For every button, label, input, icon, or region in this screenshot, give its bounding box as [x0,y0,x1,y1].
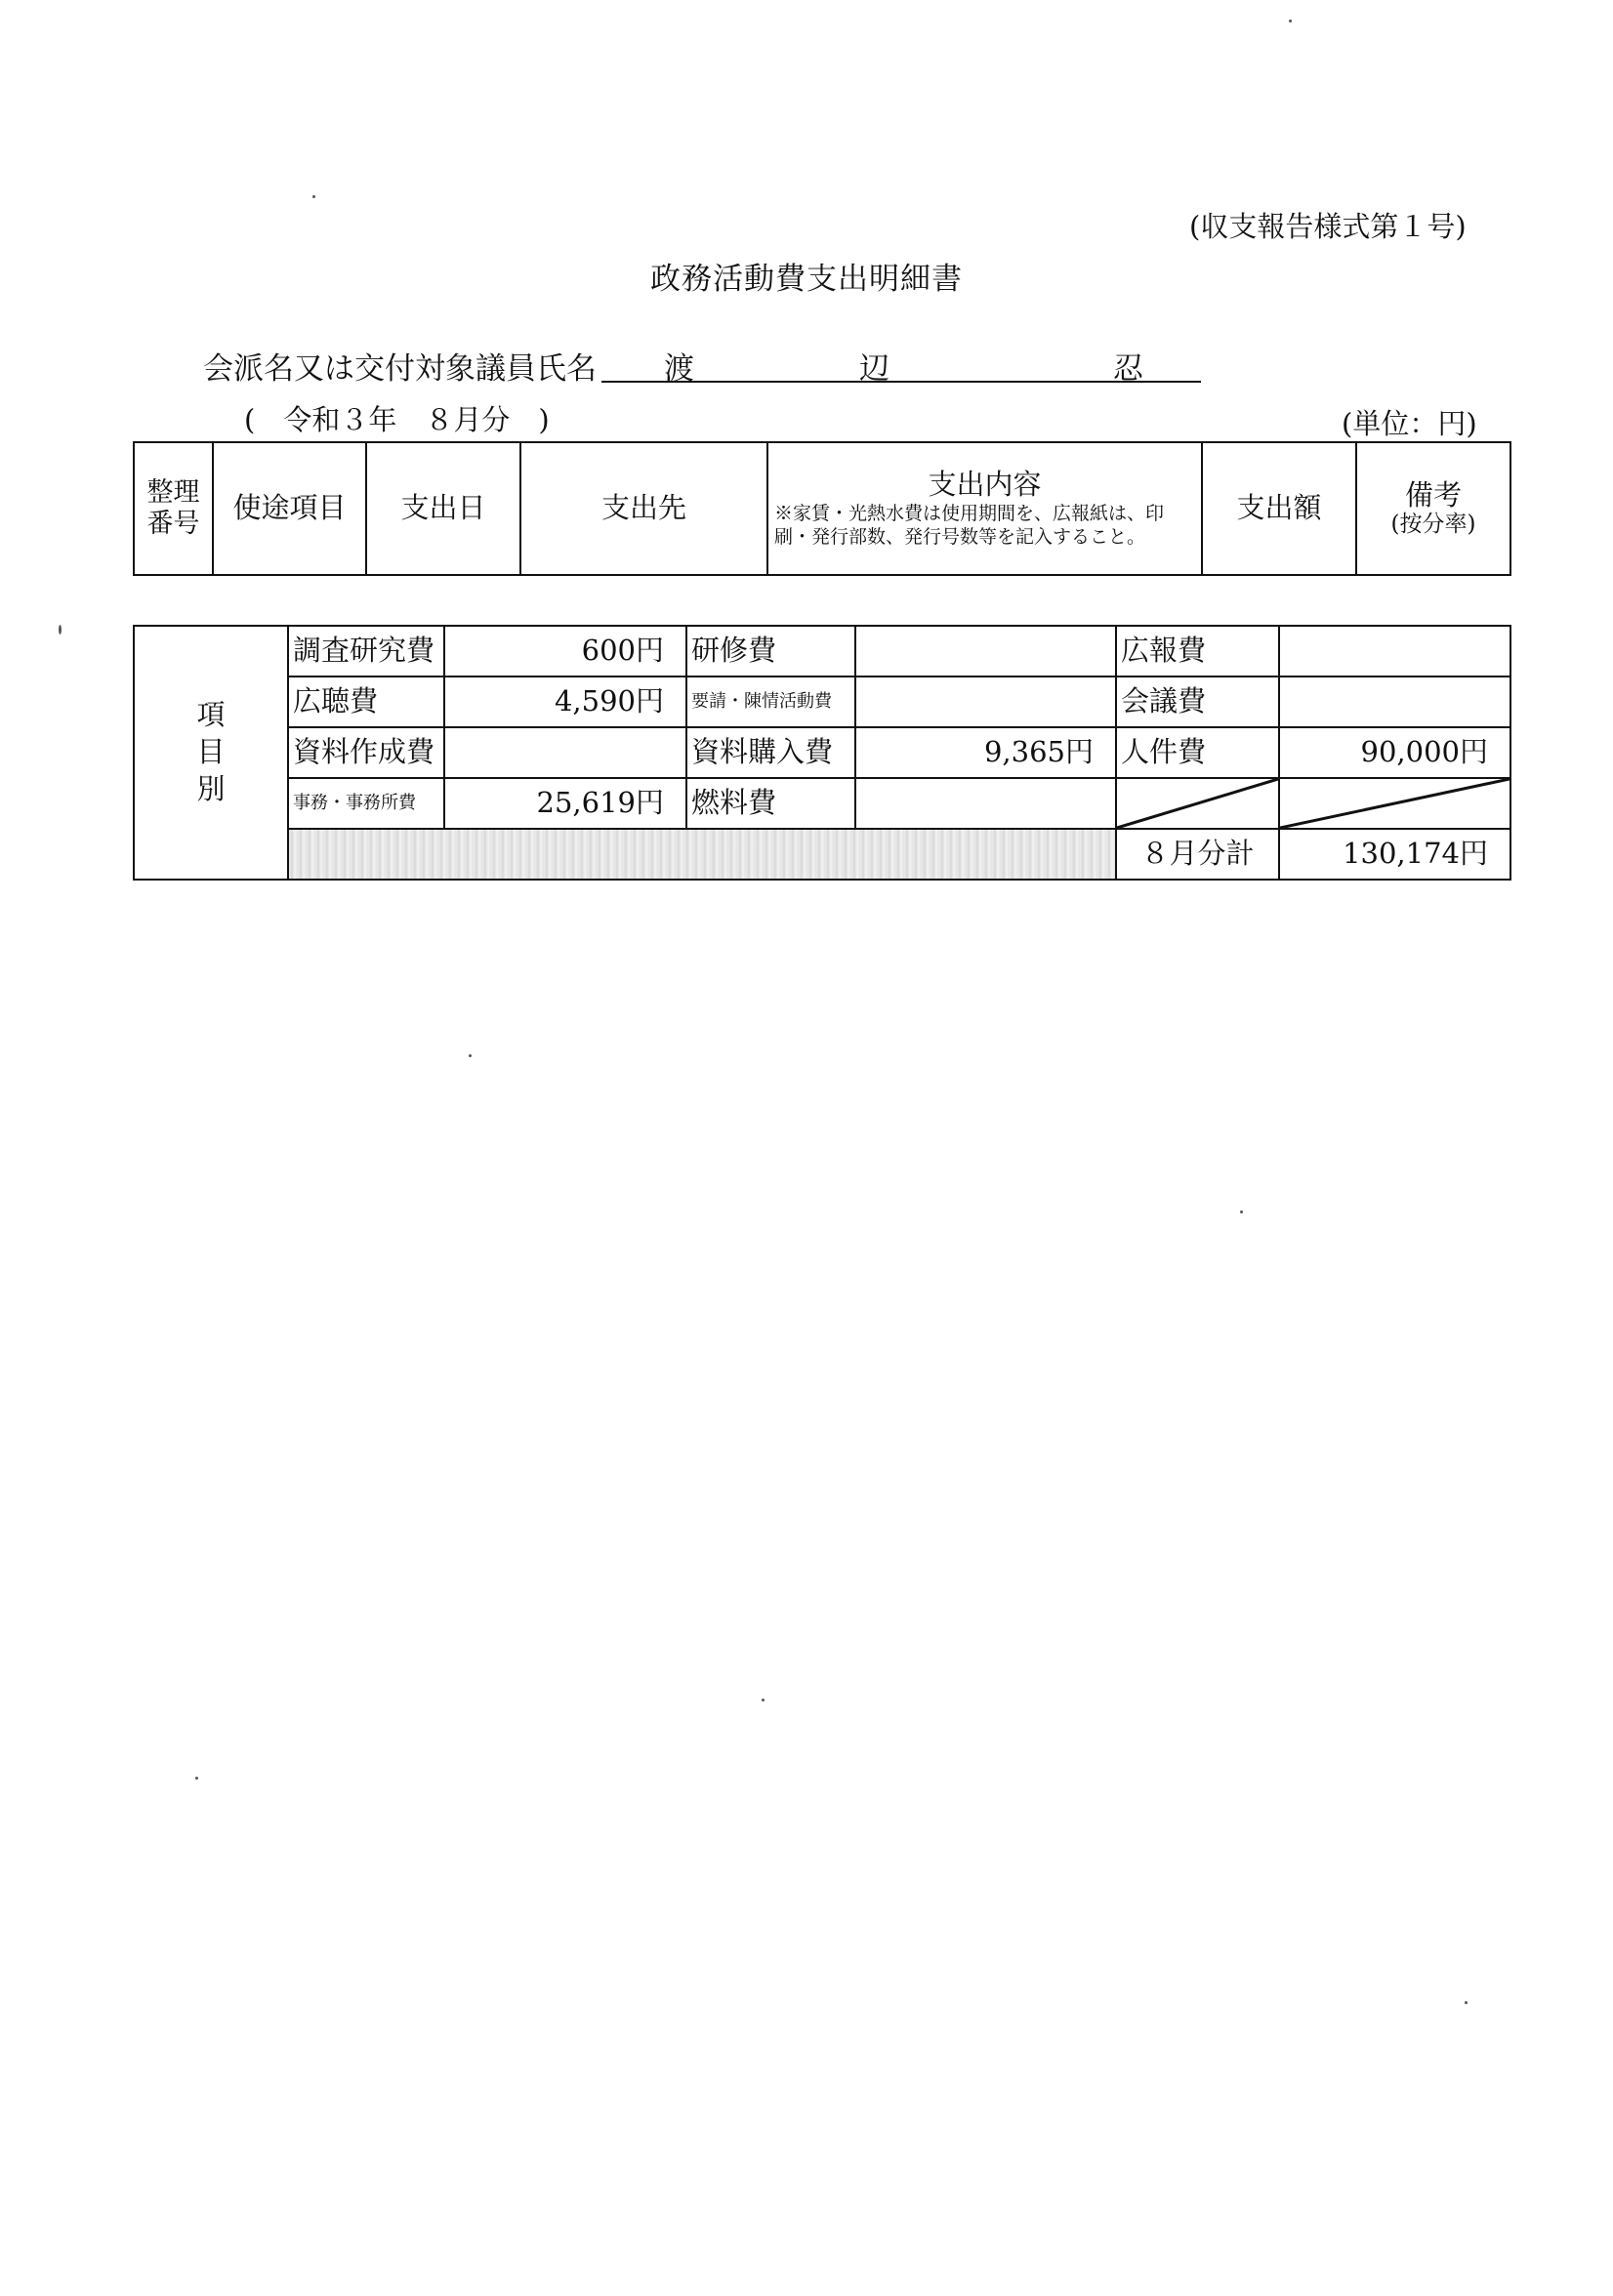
member-surname-1: 渡 [664,351,694,387]
category-label: 要請・陳情活動費 [686,676,855,727]
scan-speck [762,1699,765,1702]
member-name-label: 会派名又は交付対象議員氏名 [203,351,597,387]
diagonal-slash [1117,779,1278,828]
category-label: 広報費 [1116,626,1279,676]
category-amount: 4,590円 [444,676,686,727]
category-label: 研修費 [686,626,855,676]
category-amount: 9,365円 [855,727,1116,778]
scan-speck [1289,20,1292,22]
header-biko-sub: (按分率) [1390,512,1476,538]
category-label: 調査研究費 [288,626,444,676]
member-surname-2: 辺 [859,351,889,387]
category-amount: 600円 [444,626,686,676]
scan-speck [1240,1210,1243,1213]
category-amount: 25,619円 [444,778,686,829]
scan-speck [469,1054,472,1057]
diagonal-slash [1280,779,1510,828]
category-amount [855,626,1116,676]
empty-slashed-cell [1116,778,1279,829]
category-label: 燃料費 [686,778,855,829]
member-given-name: 忍 [1113,351,1143,387]
category-side-label-text: 項 目 別 [196,698,226,805]
category-side-label [134,626,288,880]
category-amount [855,778,1116,829]
expense-detail-header-table [133,441,1511,576]
redacted-area [288,829,1116,880]
scan-speck [312,195,315,198]
category-amount [1279,626,1510,676]
category-amount [1279,676,1510,727]
header-seiri-bango [134,442,213,575]
reporting-period: ( 令和３年 ８月分 ) [244,403,550,436]
category-amount [444,727,686,778]
category-summary-table [133,625,1511,881]
scan-speck [195,1777,198,1780]
category-amount [855,676,1116,727]
total-amount: 130,174円 [1279,829,1510,880]
header-shishutsu-gaku: 支出額 [1202,442,1356,575]
category-row [134,676,1510,727]
header-biko-label: 備考 [1404,478,1462,512]
category-label: 会議費 [1116,676,1279,727]
header-seiri-bango-label: 整理 番号 [146,476,200,539]
header-shishutsu-naiyou-label: 支出内容 [928,467,1042,501]
form-number: (収支報告様式第１号) [1189,210,1467,243]
total-label: ８月分計 [1116,829,1279,880]
category-row [134,727,1510,778]
category-label: 事務・事務所費 [288,778,444,829]
header-shishutsu-naiyou-note: ※家賃・光熱水費は使用期間を、広報紙は、印刷・発行部数、発行号数等を記入すること。 [774,502,1165,548]
scan-speck [59,625,62,635]
currency-unit: (単位：円) [1342,407,1477,440]
category-row [134,778,1510,829]
category-amount: 90,000円 [1279,727,1510,778]
document-title: 政務活動費支出明細書 [650,262,963,297]
header-shishutsu-saki: 支出先 [520,442,767,575]
scan-speck [1465,2001,1468,2004]
category-label: 資料作成費 [288,727,444,778]
header-shishutsu-naiyou [767,442,1202,575]
header-shishutsu-bi: 支出日 [366,442,520,575]
empty-slashed-cell [1279,778,1510,829]
category-label: 資料購入費 [686,727,855,778]
category-row [134,626,1510,676]
category-label: 人件費 [1116,727,1279,778]
category-label: 広聴費 [288,676,444,727]
header-shito-komoku: 使途項目 [213,442,366,575]
header-biko [1356,442,1510,575]
total-row [134,829,1510,880]
